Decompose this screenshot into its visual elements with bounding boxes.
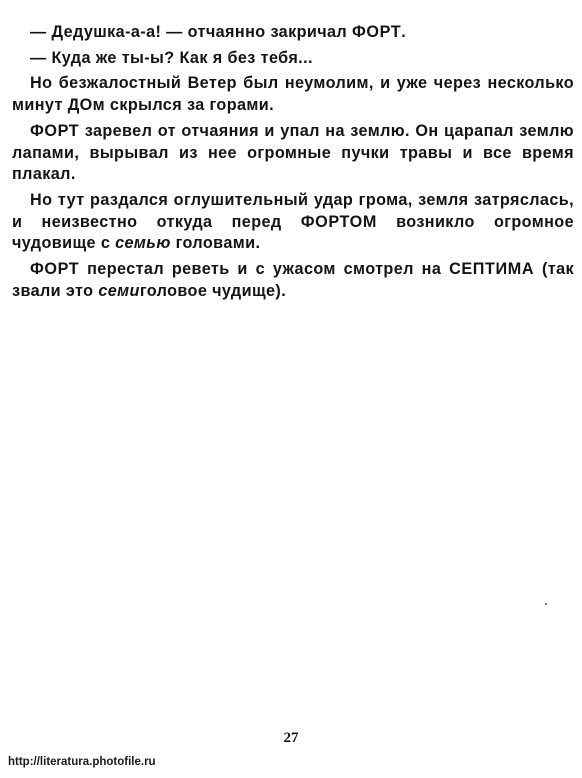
text-run: — Куда же ты-ы? Как я без тебя... [30,48,313,67]
footer-url: http://literatura.photofile.ru [8,756,156,768]
text-run: возникло огромное чудовище с [12,212,574,253]
text-run: — Дедушка-а-а! — отчаянно закричал [30,23,353,41]
name-text: ФОРТ [30,260,80,279]
text-run: заревел от отчаяния и упал на землю. Он царапал землю лапами, вырывал из нее огромные пучки травы и все время плакал. [12,121,574,184]
name-text: ФОРТОМ [300,212,377,231]
text-run: перестал реветь и с ужасом смотрел на [79,260,450,279]
paragraph [12,73,574,116]
name-text: ФОРТ [30,121,80,140]
paragraph [12,48,574,70]
text-run: (так звали это [12,260,575,300]
name-text: СЕПТИМА [449,260,535,279]
paragraph [12,22,574,44]
paragraph [12,121,574,186]
paragraph [12,190,574,255]
text-run: . [401,23,407,41]
scan-speck [545,603,547,605]
text-run: Но тут раздался оглушительный удар грома, земля затряслась, и неизвестно откуда перед [12,190,574,231]
italic-text: семью [115,234,171,253]
text-run: Но безжалостный Ветер был неумолим, и уже через несколько минут ДОм скрылся за горами. [12,74,574,115]
story-text [12,22,574,306]
page-number: 27 [283,730,299,746]
text-run: головое чудище). [139,281,287,300]
italic-text: семи [98,281,140,300]
text-run: головами. [170,234,261,253]
paragraph [12,259,574,302]
name-text: ФОРТ [352,23,402,41]
